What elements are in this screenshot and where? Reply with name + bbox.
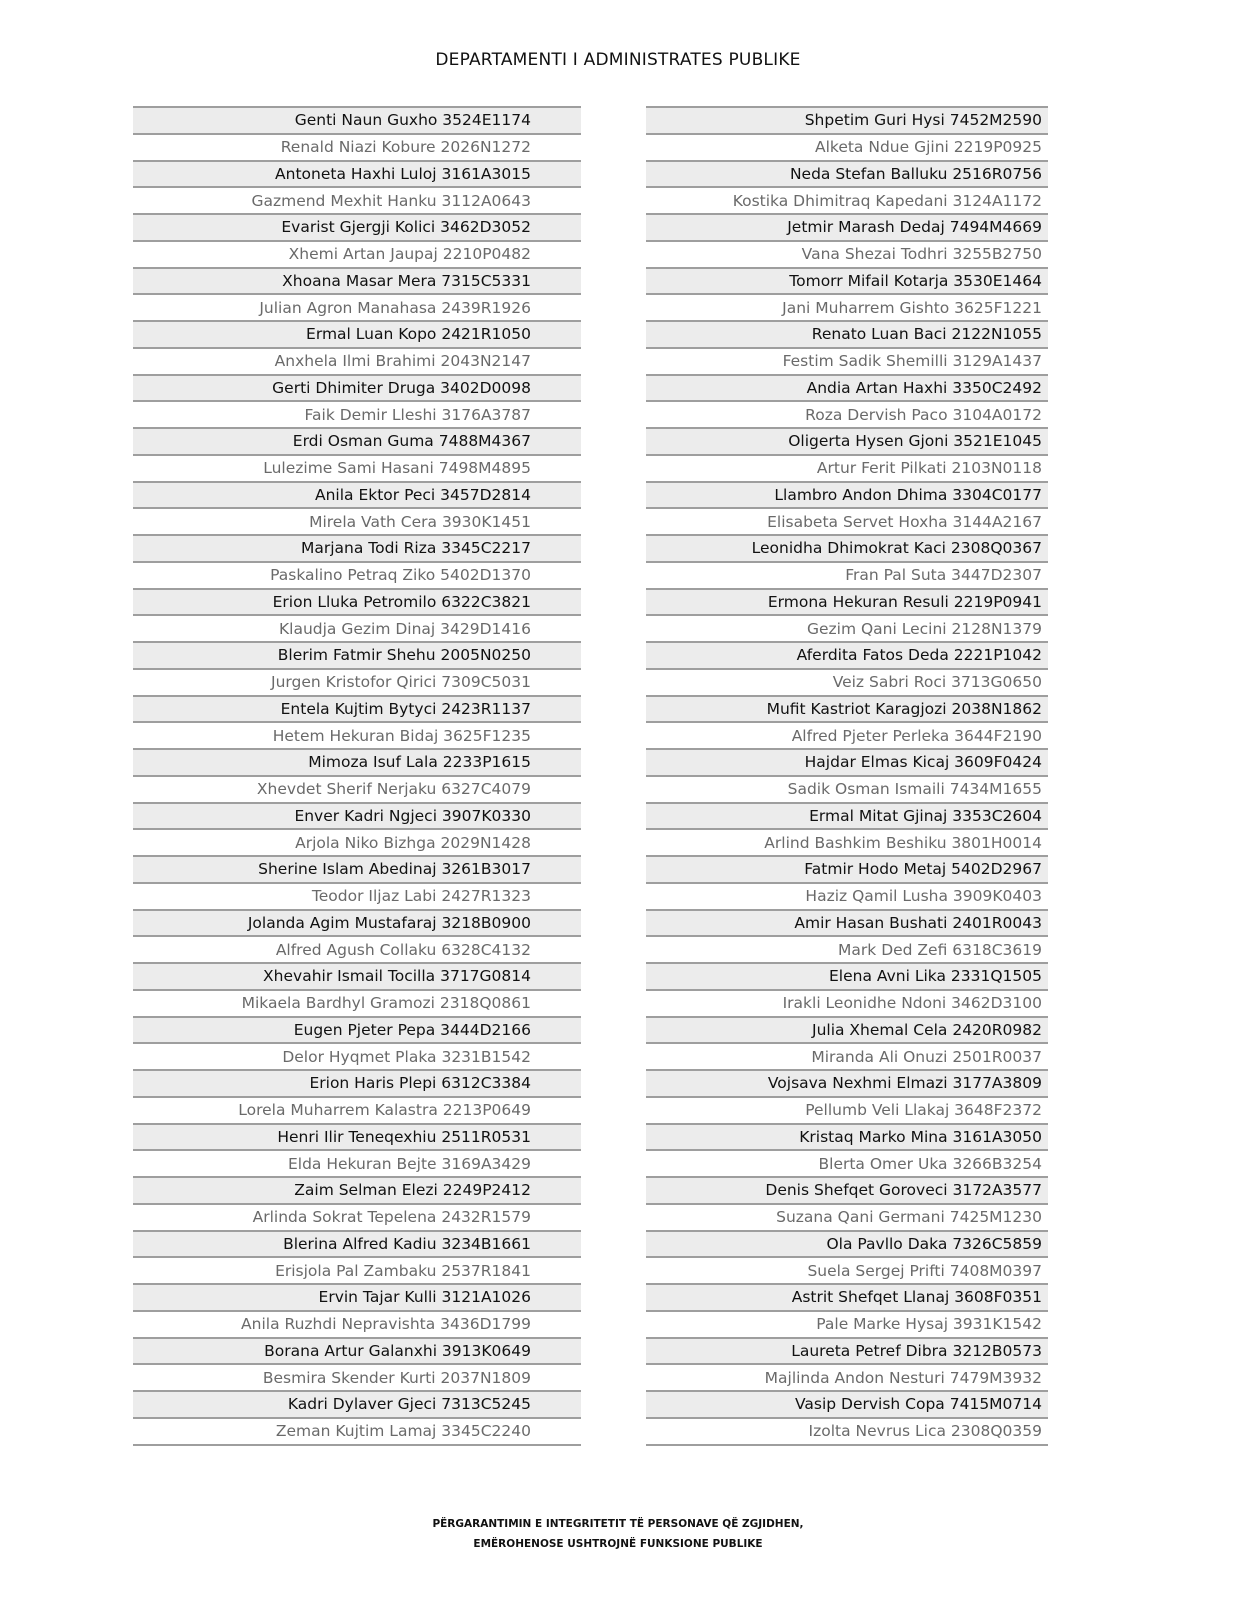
name-entry-row: Festim Sadik Shemilli 3129A1437 xyxy=(646,347,1048,374)
name-entry-row: Xhevdet Sherif Nerjaku 6327C4079 xyxy=(133,775,581,802)
name-entry-row: Pellumb Veli Llakaj 3648F2372 xyxy=(646,1096,1048,1123)
name-entry-row: Mikaela Bardhyl Gramozi 2318Q0861 xyxy=(133,989,581,1016)
right-name-column xyxy=(646,106,1048,1446)
name-entry-row: Oligerta Hysen Gjoni 3521E1045 xyxy=(646,427,1048,454)
name-entry-row: Vasip Dervish Copa 7415M0714 xyxy=(646,1390,1048,1417)
name-entry-row: Ermona Hekuran Resuli 2219P0941 xyxy=(646,588,1048,615)
name-entry-row: Erion Lluka Petromilo 6322C3821 xyxy=(133,588,581,615)
name-entry-row: Enver Kadri Ngjeci 3907K0330 xyxy=(133,802,581,829)
name-entry-row: Arlind Bashkim Beshiku 3801H0014 xyxy=(646,828,1048,855)
name-entry-row: Erion Haris Plepi 6312C3384 xyxy=(133,1069,581,1096)
name-entry-row: Mimoza Isuf Lala 2233P1615 xyxy=(133,748,581,775)
name-entry-row: Julian Agron Manahasa 2439R1926 xyxy=(133,293,581,320)
name-entry-row: Astrit Shefqet Llanaj 3608F0351 xyxy=(646,1283,1048,1310)
name-entry-row: Blerina Alfred Kadiu 3234B1661 xyxy=(133,1230,581,1257)
name-entry-row: Faik Demir Lleshi 3176A3787 xyxy=(133,400,581,427)
name-entry-row: Jani Muharrem Gishto 3625F1221 xyxy=(646,293,1048,320)
name-entry-row: Hajdar Elmas Kicaj 3609F0424 xyxy=(646,748,1048,775)
name-entry-row: Elisabeta Servet Hoxha 3144A2167 xyxy=(646,507,1048,534)
name-entry-row: Delor Hyqmet Plaka 3231B1542 xyxy=(133,1042,581,1069)
name-entry-row: Elda Hekuran Bejte 3169A3429 xyxy=(133,1149,581,1176)
name-entry-row: Roza Dervish Paco 3104A0172 xyxy=(646,400,1048,427)
name-entry-row: Ervin Tajar Kulli 3121A1026 xyxy=(133,1283,581,1310)
name-entry-row: Denis Shefqet Goroveci 3172A3577 xyxy=(646,1176,1048,1203)
name-entry-row: Miranda Ali Onuzi 2501R0037 xyxy=(646,1042,1048,1069)
name-entry-row: Gezim Qani Lecini 2128N1379 xyxy=(646,614,1048,641)
name-entry-row: Paskalino Petraq Ziko 5402D1370 xyxy=(133,561,581,588)
name-entry-row: Julia Xhemal Cela 2420R0982 xyxy=(646,1016,1048,1043)
name-entry-row: Xhemi Artan Jaupaj 2210P0482 xyxy=(133,240,581,267)
name-entry-row: Renato Luan Baci 2122N1055 xyxy=(646,320,1048,347)
name-entry-row: Alfred Pjeter Perleka 3644F2190 xyxy=(646,721,1048,748)
name-entry-row: Arlinda Sokrat Tepelena 2432R1579 xyxy=(133,1203,581,1230)
name-entry-row: Zeman Kujtim Lamaj 3345C2240 xyxy=(133,1417,581,1444)
name-entry-row: Lorela Muharrem Kalastra 2213P0649 xyxy=(133,1096,581,1123)
name-entry-row: Laureta Petref Dibra 3212B0573 xyxy=(646,1337,1048,1364)
name-entry-row: Gazmend Mexhit Hanku 3112A0643 xyxy=(133,186,581,213)
name-entry-row: Jolanda Agim Mustafaraj 3218B0900 xyxy=(133,909,581,936)
name-entry-row: Irakli Leonidhe Ndoni 3462D3100 xyxy=(646,989,1048,1016)
column-bottom-rule xyxy=(133,1444,581,1446)
name-entry-row: Artur Ferit Pilkati 2103N0118 xyxy=(646,454,1048,481)
name-entry-row: Mufit Kastriot Karagjozi 2038N1862 xyxy=(646,695,1048,722)
name-entry-row: Izolta Nevrus Lica 2308Q0359 xyxy=(646,1417,1048,1444)
name-entry-row: Anila Ektor Peci 3457D2814 xyxy=(133,481,581,508)
name-entry-row: Klaudja Gezim Dinaj 3429D1416 xyxy=(133,614,581,641)
name-entry-row: Lulezime Sami Hasani 7498M4895 xyxy=(133,454,581,481)
name-entry-row: Arjola Niko Bizhga 2029N1428 xyxy=(133,828,581,855)
name-entry-row: Fran Pal Suta 3447D2307 xyxy=(646,561,1048,588)
name-entry-row: Erdi Osman Guma 7488M4367 xyxy=(133,427,581,454)
name-entry-row: Blerta Omer Uka 3266B3254 xyxy=(646,1149,1048,1176)
name-entry-row: Mirela Vath Cera 3930K1451 xyxy=(133,507,581,534)
name-entry-row: Alketa Ndue Gjini 2219P0925 xyxy=(646,133,1048,160)
name-entry-row: Kostika Dhimitraq Kapedani 3124A1172 xyxy=(646,186,1048,213)
name-entry-row: Henri Ilir Teneqexhiu 2511R0531 xyxy=(133,1123,581,1150)
name-entry-row: Marjana Todi Riza 3345C2217 xyxy=(133,534,581,561)
name-entry-row: Kadri Dylaver Gjeci 7313C5245 xyxy=(133,1390,581,1417)
name-entry-row: Neda Stefan Balluku 2516R0756 xyxy=(646,160,1048,187)
name-entry-row: Evarist Gjergji Kolici 3462D3052 xyxy=(133,213,581,240)
footer-line-1: PËRGARANTIMIN E INTEGRITETIT TË PERSONAVE QË ZGJIDHEN, xyxy=(432,1518,804,1530)
left-name-column xyxy=(133,106,581,1446)
name-entry-row: Genti Naun Guxho 3524E1174 xyxy=(133,106,581,133)
name-entry-row: Jurgen Kristofor Qirici 7309C5031 xyxy=(133,668,581,695)
name-entry-row: Vojsava Nexhmi Elmazi 3177A3809 xyxy=(646,1069,1048,1096)
column-bottom-rule xyxy=(646,1444,1048,1446)
name-entry-row: Hetem Hekuran Bidaj 3625F1235 xyxy=(133,721,581,748)
page-title: DEPARTAMENTI I ADMINISTRATES PUBLIKE xyxy=(435,50,801,70)
name-entry-row: Zaim Selman Elezi 2249P2412 xyxy=(133,1176,581,1203)
name-entry-row: Erisjola Pal Zambaku 2537R1841 xyxy=(133,1256,581,1283)
name-entry-row: Leonidha Dhimokrat Kaci 2308Q0367 xyxy=(646,534,1048,561)
name-entry-row: Blerim Fatmir Shehu 2005N0250 xyxy=(133,641,581,668)
name-entry-row: Amir Hasan Bushati 2401R0043 xyxy=(646,909,1048,936)
name-entry-row: Aferdita Fatos Deda 2221P1042 xyxy=(646,641,1048,668)
name-entry-row: Anxhela Ilmi Brahimi 2043N2147 xyxy=(133,347,581,374)
name-entry-row: Tomorr Mifail Kotarja 3530E1464 xyxy=(646,267,1048,294)
name-entry-row: Xhevahir Ismail Tocilla 3717G0814 xyxy=(133,962,581,989)
footer-line-2: EMËROHENOSE USHTROJNË FUNKSIONE PUBLIKE xyxy=(473,1538,763,1550)
name-entry-row: Besmira Skender Kurti 2037N1809 xyxy=(133,1363,581,1390)
name-entry-row: Ermal Mitat Gjinaj 3353C2604 xyxy=(646,802,1048,829)
name-entry-row: Sadik Osman Ismaili 7434M1655 xyxy=(646,775,1048,802)
name-entry-row: Eugen Pjeter Pepa 3444D2166 xyxy=(133,1016,581,1043)
name-entry-row: Shpetim Guri Hysi 7452M2590 xyxy=(646,106,1048,133)
name-entry-row: Pale Marke Hysaj 3931K1542 xyxy=(646,1310,1048,1337)
name-entry-row: Majlinda Andon Nesturi 7479M3932 xyxy=(646,1363,1048,1390)
name-entry-row: Renald Niazi Kobure 2026N1272 xyxy=(133,133,581,160)
name-entry-row: Kristaq Marko Mina 3161A3050 xyxy=(646,1123,1048,1150)
name-entry-row: Xhoana Masar Mera 7315C5331 xyxy=(133,267,581,294)
name-entry-row: Andia Artan Haxhi 3350C2492 xyxy=(646,374,1048,401)
name-entry-row: Llambro Andon Dhima 3304C0177 xyxy=(646,481,1048,508)
name-entry-row: Gerti Dhimiter Druga 3402D0098 xyxy=(133,374,581,401)
name-entry-row: Borana Artur Galanxhi 3913K0649 xyxy=(133,1337,581,1364)
name-entry-row: Vana Shezai Todhri 3255B2750 xyxy=(646,240,1048,267)
name-entry-row: Haziz Qamil Lusha 3909K0403 xyxy=(646,882,1048,909)
name-entry-row: Ola Pavllo Daka 7326C5859 xyxy=(646,1230,1048,1257)
name-entry-row: Mark Ded Zefi 6318C3619 xyxy=(646,935,1048,962)
name-entry-row: Antoneta Haxhi Luloj 3161A3015 xyxy=(133,160,581,187)
name-entry-row: Elena Avni Lika 2331Q1505 xyxy=(646,962,1048,989)
name-entry-row: Ermal Luan Kopo 2421R1050 xyxy=(133,320,581,347)
name-entry-row: Fatmir Hodo Metaj 5402D2967 xyxy=(646,855,1048,882)
name-entry-row: Teodor Iljaz Labi 2427R1323 xyxy=(133,882,581,909)
name-entry-row: Veiz Sabri Roci 3713G0650 xyxy=(646,668,1048,695)
name-entry-row: Suela Sergej Prifti 7408M0397 xyxy=(646,1256,1048,1283)
name-entry-row: Sherine Islam Abedinaj 3261B3017 xyxy=(133,855,581,882)
name-entry-row: Alfred Agush Collaku 6328C4132 xyxy=(133,935,581,962)
name-entry-row: Suzana Qani Germani 7425M1230 xyxy=(646,1203,1048,1230)
name-entry-row: Entela Kujtim Bytyci 2423R1137 xyxy=(133,695,581,722)
page-footer xyxy=(0,1514,1236,1554)
name-entry-row: Anila Ruzhdi Nepravishta 3436D1799 xyxy=(133,1310,581,1337)
name-entry-row: Jetmir Marash Dedaj 7494M4669 xyxy=(646,213,1048,240)
